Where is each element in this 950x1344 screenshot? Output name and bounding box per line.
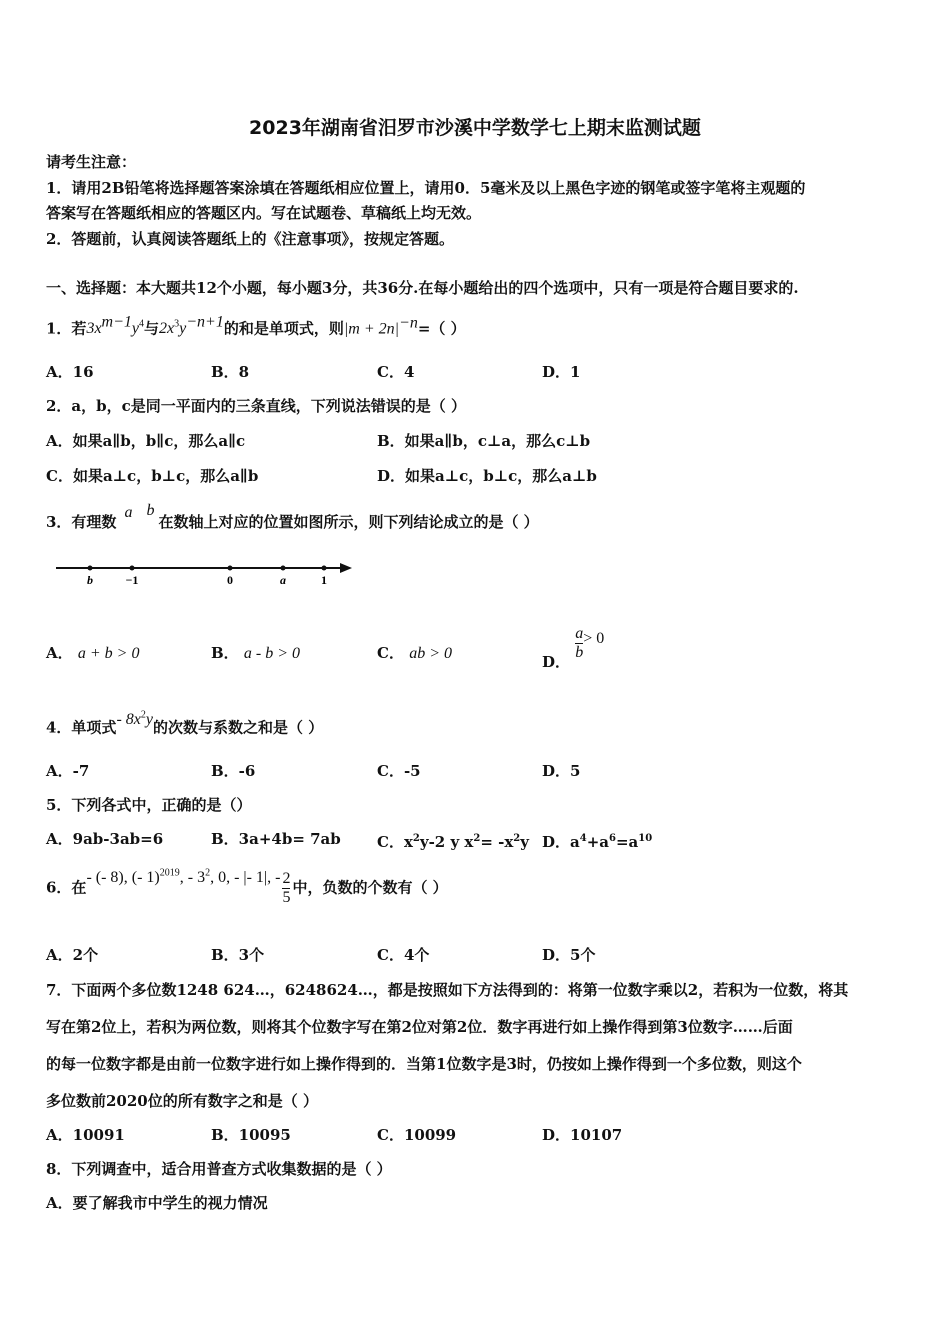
q4-option-b: B．-6	[211, 762, 256, 780]
question-2: 2．a，b，c是同一平面内的三条直线，下列说法错误的是（ ）	[46, 397, 467, 415]
q5-option-a: A．9ab-3ab=6	[46, 830, 164, 848]
q2-option-b: B．如果a∥b，c⊥a，那么c⊥b	[377, 432, 591, 450]
q4-option-c: C．-5	[377, 762, 421, 780]
question-8: 8．下列调查中，适合用普查方式收集数据的是（ ）	[46, 1160, 392, 1178]
q1-expr1: $3x^{m-1}y^4$	[86, 314, 145, 338]
axis-label-a: a	[280, 573, 286, 587]
q6-expr: - (- 8), (- 1)$^{2019}$, - $3^2$, 0, - |- 1|, -	[86, 868, 281, 887]
question-3: 3．有理数a b在数轴上对应的位置如图所示，则下列结论成立的是（ ）	[46, 502, 539, 531]
q3-var-b: b	[146, 502, 155, 519]
q3-var-a: a	[124, 504, 133, 521]
axis-label-neg-one: −1	[125, 573, 139, 587]
q4-expr: - $8x^2y$	[116, 710, 153, 729]
q7-option-c: C．10099	[377, 1126, 457, 1144]
section-heading: 一、选择题：本大题共12个小题，每小题3分，共36分.在每小题给出的四个选项中，只有一项是符合题目要求的.	[46, 279, 799, 297]
question-4: 4．单项式- $8x^2y$的次数与系数之和是（ ）	[46, 710, 324, 737]
q1-option-d: D．1	[542, 363, 581, 381]
q2-option-d: D．如果a⊥c，b⊥c，那么a⊥b	[377, 467, 597, 485]
q1-expr2: $2x^3y^{-n+1}$	[159, 314, 224, 338]
q2-option-a: A．如果a∥b，b∥c，那么a∥c	[46, 432, 246, 450]
point-b	[88, 566, 93, 571]
notice-line-3: 2．答题前，认真阅读答题纸上的《注意事项》，按规定答题。	[46, 230, 454, 248]
point-neg-one	[130, 566, 135, 571]
q5-option-b: B．3a+4b= 7ab	[211, 830, 341, 848]
axis-label-one: 1	[321, 573, 327, 587]
q8-option-a: A．要了解我市中学生的视力情况	[46, 1194, 268, 1212]
q6-option-d: D．5个	[542, 946, 596, 964]
q6-option-c: C．4个	[377, 946, 430, 964]
q7-option-a: A．10091	[46, 1126, 125, 1144]
question-7-line-3: 的每一位数字都是由前一位数字进行如上操作得到的．当第1位数字是3时，仍按如上操作得到一个多位数，则这个	[46, 1055, 802, 1073]
notice-line-2: 答案写在答题纸相应的答题区内。写在试题卷、草稿纸上均无效。	[46, 204, 482, 222]
q1-option-a: A．16	[46, 363, 94, 381]
question-6: 6．在- (- 8), (- 1)$^{2019}$, - $3^2$, 0, - |- 1|, - $\frac{2}{5}$ 中，负数的个数有（ ）	[46, 868, 448, 906]
point-a	[281, 566, 286, 571]
q6-option-a: A．2个	[46, 946, 99, 964]
axis-label-zero: 0	[227, 573, 233, 587]
q3-option-b: B． a - b > 0	[211, 644, 301, 662]
q4-option-a: A．-7	[46, 762, 90, 780]
q2-option-c: C．如果a⊥c，b⊥c，那么a∥b	[46, 467, 259, 485]
q4-option-d: D．5	[542, 762, 581, 780]
q1-prefix: 1．若	[46, 319, 87, 338]
axis-label-b: b	[87, 573, 93, 587]
q1-option-c: C．4	[377, 363, 415, 381]
question-7-line-1: 7．下面两个多位数1248 624…，6248624…，都是按照如下方法得到的：将第一位数字乘以2，若积为一位数，将其	[46, 981, 849, 999]
q3-option-c: C． ab > 0	[377, 644, 452, 662]
question-1: 1．若$3x^{m-1}y^4$与$2x^3y^{-n+1}$的和是单项式，则$|m + 2n|^{-n}=$（ ）	[46, 314, 466, 338]
q5-option-c: C．$x^2y-2$ y $x^2= -x^2y$	[377, 833, 529, 851]
arrow-head-icon	[340, 563, 352, 573]
point-one	[322, 566, 327, 571]
q6-option-b: B．3个	[211, 946, 265, 964]
question-7-line-4: 多位数前2020位的所有数字之和是（ ）	[46, 1092, 318, 1110]
q5-option-d: D．$a^4+a^6=a^{10}$	[542, 833, 653, 851]
notice-line-1: 1．请用2B铅笔将选择题答案涂填在答题纸相应位置上，请用0．5毫米及以上黑色字迹的钢笔或签字笔将主观题的	[46, 179, 806, 197]
q7-option-b: B．10095	[211, 1126, 291, 1144]
notice-heading: 请考生注意：	[46, 153, 137, 171]
page-title: 2023年湖南省汨罗市沙溪中学数学七上期末监测试题	[249, 117, 701, 139]
q7-option-d: D．10107	[542, 1126, 623, 1144]
number-line	[52, 558, 358, 588]
q3-option-d: D． $\frac{a}{b}$ > 0	[542, 624, 605, 671]
q1-option-b: B．8	[211, 363, 250, 381]
question-7-line-2: 写在第2位上，若积为两位数，则将其个位数字写在第2位对第2位．数字再进行如上操作得到第3位数字……后面	[46, 1018, 793, 1036]
question-5: 5．下列各式中，正确的是（）	[46, 796, 252, 814]
q1-abs-expr: |m + 2n|	[343, 320, 400, 338]
point-zero	[228, 566, 233, 571]
q3-option-a: A． a + b > 0	[46, 644, 140, 662]
